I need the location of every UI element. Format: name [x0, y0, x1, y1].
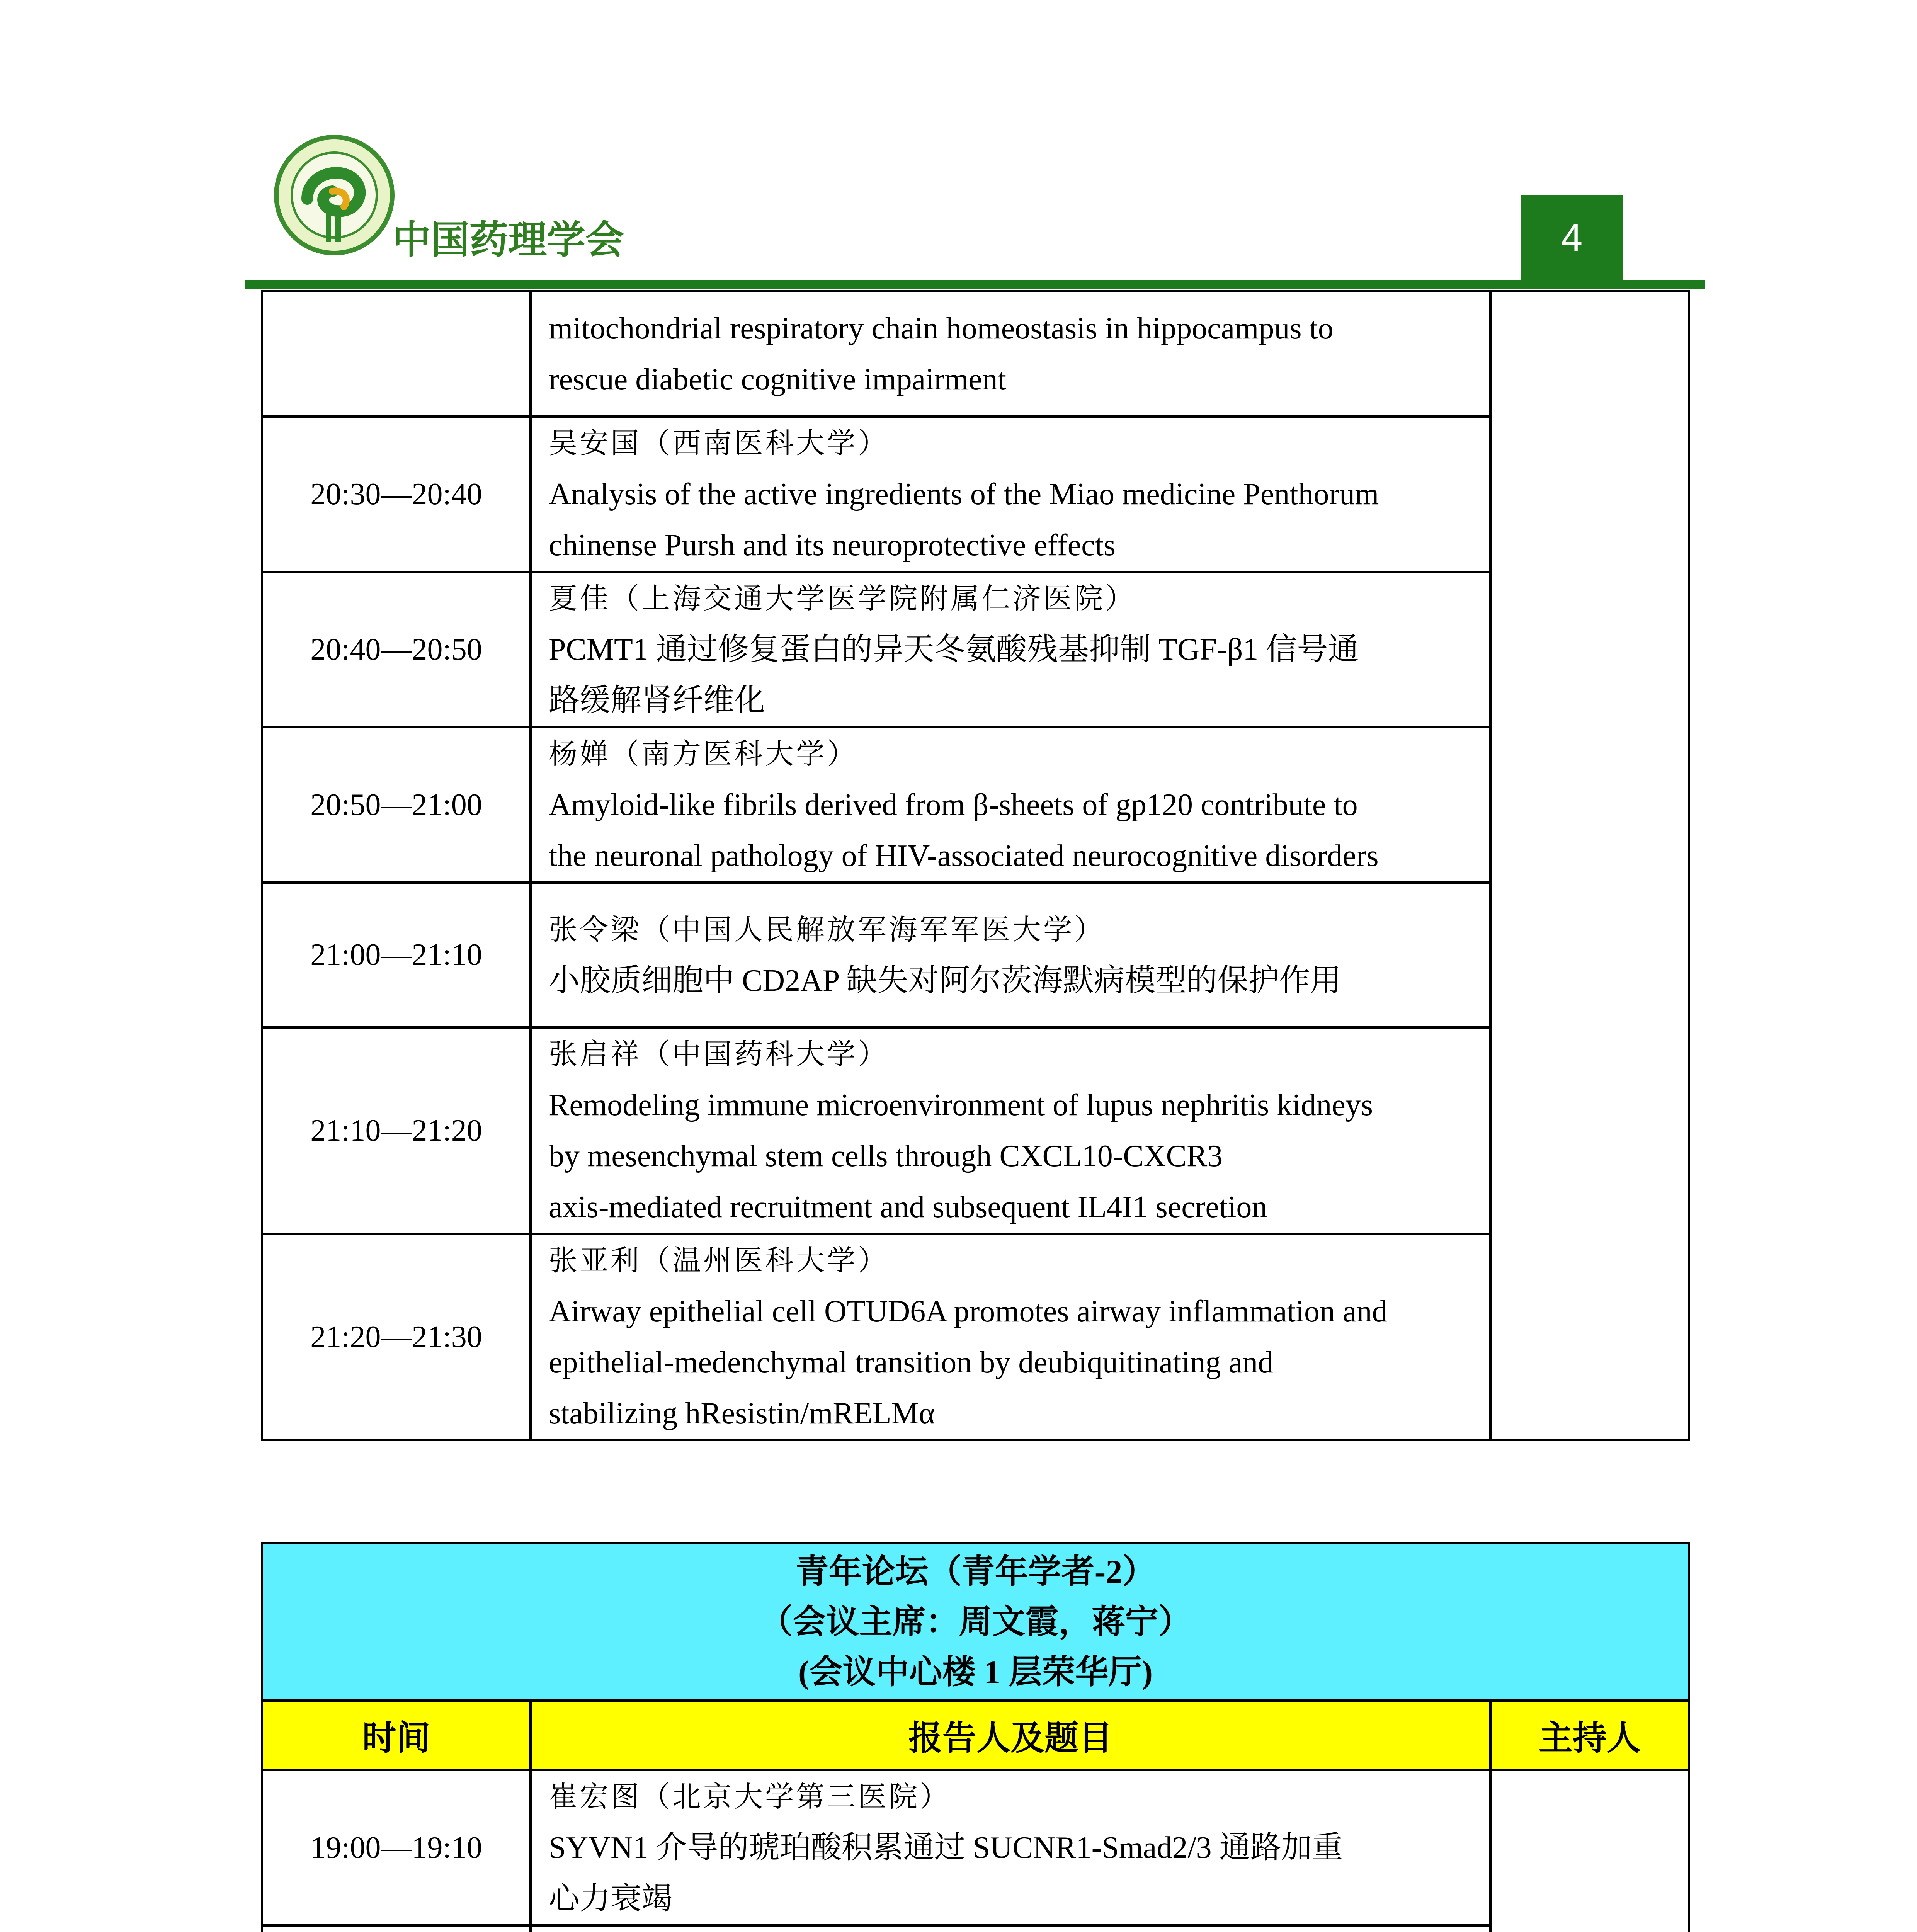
- speaker-name: [549, 1927, 1478, 1932]
- talk-cell: [531, 417, 1490, 572]
- talk-title-line: chinense Pursh and its neuroprotective effects: [549, 528, 1116, 562]
- table-row: [262, 1027, 1689, 1234]
- session-banner-row: [262, 1543, 1689, 1701]
- host-cell: [1490, 291, 1689, 1440]
- talk-cell: [531, 572, 1490, 727]
- talk-cell: [531, 291, 1490, 417]
- time-cell: [262, 1925, 531, 1932]
- talk-cell: [531, 1770, 1490, 1925]
- talk-title-line: stabilizing hResistin/mRELMα: [549, 1396, 935, 1430]
- time-cell: 20:50—21:00: [262, 727, 531, 883]
- org-name: 中国药理学会: [392, 217, 624, 262]
- table-row: [262, 883, 1689, 1027]
- time-cell: 21:20—21:30: [262, 1234, 531, 1440]
- session-venue: (会议中心楼 1 层荣华厅): [798, 1653, 1153, 1690]
- talk-cell: [531, 1234, 1490, 1440]
- talk-title-line: Remodeling immune microenvironment of lupus nephritis kidneys: [549, 1088, 1373, 1122]
- schedule-table-continued: [261, 290, 1690, 1441]
- talk-title-line: PCMT1 通过修复蛋白的异天冬氨酸残基抑制 TGF-β1 信号通: [549, 633, 1359, 667]
- talk-title-line: mitochondrial respiratory chain homeostasis in hippocampus to: [549, 311, 1334, 345]
- talk-title-line: Amyloid-like fibrils derived from β-sheets of gp120 contribute to: [549, 788, 1358, 822]
- column-header-row: [262, 1701, 1689, 1770]
- talk-cell: [531, 727, 1490, 883]
- time-cell: 19:00—19:10: [262, 1770, 531, 1925]
- speaker-name: 杨婵（南方医科大学）: [549, 737, 858, 770]
- speaker-name: 夏佳（上海交通大学医学院附属仁济医院）: [549, 582, 1136, 615]
- talk-title-line: 心力衰竭: [549, 1882, 672, 1916]
- table-row: [262, 291, 1689, 417]
- session-title: 青年论坛（青年学者-2）: [795, 1553, 1156, 1590]
- table-row: [262, 417, 1689, 572]
- header-rule: [245, 280, 1705, 289]
- speaker-name: 崔宏图（北京大学第三医院）: [549, 1780, 951, 1813]
- table-row: [262, 727, 1689, 883]
- talk-title-line: epithelial-medenchymal transition by deubiquitinating and: [549, 1345, 1274, 1379]
- speaker-name: 张令梁（中国人民解放军海军军医大学）: [549, 913, 1105, 946]
- table-row: [262, 1234, 1689, 1440]
- time-cell: [262, 291, 531, 417]
- talk-title-line: rescue diabetic cognitive impairment: [549, 362, 1006, 396]
- talk-cell: [531, 883, 1490, 1027]
- speaker-name: 张亚利（温州医科大学）: [549, 1244, 889, 1277]
- time-cell: 21:10—21:20: [262, 1027, 531, 1234]
- column-header-host: 主持人: [1490, 1701, 1689, 1770]
- host-cell: [1490, 1770, 1689, 1932]
- society-logo: [270, 131, 398, 259]
- youth-forum-table: [261, 1542, 1690, 1932]
- table-row: [262, 572, 1689, 727]
- talk-title-line: 路缓解肾纤维化: [549, 684, 765, 718]
- talk-title-line: Analysis of the active ingredients of the Miao medicine Penthorum: [549, 477, 1379, 511]
- session-chairs: （会议主席：周文霞，蒋宁）: [759, 1603, 1192, 1640]
- time-cell: 20:40—20:50: [262, 572, 531, 727]
- talk-cell: [531, 1925, 1490, 1932]
- page-number: 4: [1521, 195, 1623, 280]
- session-banner: [262, 1543, 1689, 1701]
- talk-title-line: axis-mediated recruitment and subsequent IL4I1 secretion: [549, 1190, 1267, 1224]
- talk-title-line: 小胶质细胞中 CD2AP 缺失对阿尔茨海默病模型的保护作用: [549, 963, 1341, 998]
- table-row: [262, 1770, 1689, 1925]
- time-cell: 21:00—21:10: [262, 883, 531, 1027]
- time-cell: 20:30—20:40: [262, 417, 531, 572]
- column-header-talk: 报告人及题目: [531, 1701, 1490, 1770]
- speaker-name: 张启祥（中国药科大学）: [549, 1037, 889, 1071]
- table-row: [262, 1925, 1689, 1932]
- talk-title-line: Airway epithelial cell OTUD6A promotes airway inflammation and: [549, 1294, 1388, 1328]
- talk-title-line: by mesenchymal stem cells through CXCL10-CXCR3: [549, 1139, 1223, 1173]
- speaker-name: 吴安国（西南医科大学）: [549, 427, 889, 460]
- talk-title-line: SYVN1 介导的琥珀酸积累通过 SUCNR1-Smad2/3 通路加重: [549, 1831, 1343, 1865]
- talk-title-line: the neuronal pathology of HIV-associated neurocognitive disorders: [549, 839, 1379, 873]
- talk-cell: [531, 1027, 1490, 1234]
- column-header-time: 时间: [262, 1701, 531, 1770]
